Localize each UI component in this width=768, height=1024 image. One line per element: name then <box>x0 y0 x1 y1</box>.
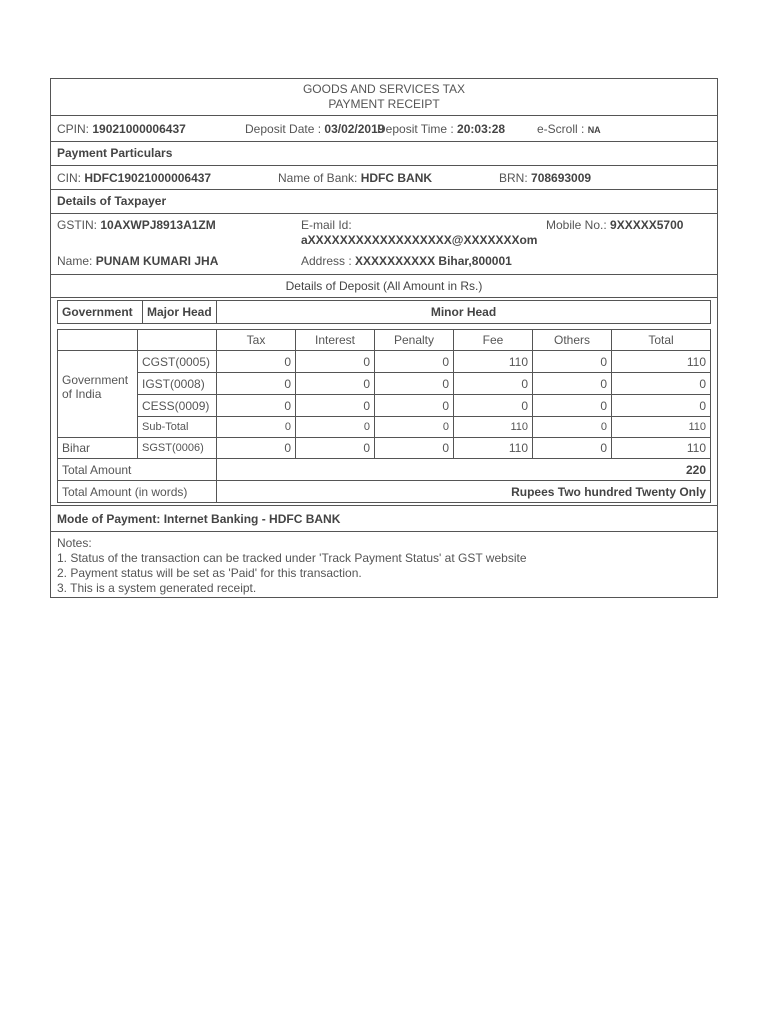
table-row <box>58 395 711 417</box>
cess-fee: 0 <box>454 395 533 417</box>
cpin-label: CPIN: <box>57 122 90 136</box>
cess-tax: 0 <box>217 395 296 417</box>
igst-penalty: 0 <box>375 373 454 395</box>
cess-total: 0 <box>612 395 711 417</box>
note-item: 3. This is a system generated receipt. <box>57 581 257 595</box>
col-major-head: Major Head <box>143 301 217 324</box>
brn-value: 708693009 <box>531 171 592 185</box>
amount-subheader-row <box>58 330 711 351</box>
mode-label: Mode of Payment: <box>57 512 161 526</box>
address-value: XXXXXXXXXX Bihar,800001 <box>355 254 512 268</box>
brn-label: BRN: <box>499 171 528 185</box>
col-penalty: Penalty <box>375 330 454 351</box>
header-line-2: PAYMENT RECEIPT <box>328 97 440 111</box>
government-of-india-label: Government of India <box>58 351 138 438</box>
taxpayer-heading: Details of Taxpayer <box>57 194 167 208</box>
state-label: Bihar <box>58 438 138 459</box>
total-amount-label: Total Amount <box>58 459 217 481</box>
note-item: 2. Payment status will be set as 'Paid' for this transaction. <box>57 566 362 580</box>
gstin-value: 10AXWPJ8913A1ZM <box>100 218 216 232</box>
email-value: aXXXXXXXXXXXXXXXXXX@XXXXXXXom <box>301 233 538 247</box>
col-total: Total <box>612 330 711 351</box>
note-item: 1. Status of the transaction can be tracked under 'Track Payment Status' at GST website <box>57 551 527 565</box>
sgst-penalty: 0 <box>375 438 454 459</box>
deposit-time-value: 20:03:28 <box>457 122 506 136</box>
igst-total: 0 <box>612 373 711 395</box>
cin-row <box>51 166 717 190</box>
bank-label: Name of Bank: <box>278 171 358 185</box>
col-others: Others <box>533 330 612 351</box>
bank-value: HDFC BANK <box>360 171 433 185</box>
subtotal-penalty: 0 <box>375 417 454 438</box>
name-value: PUNAM KUMARI JHA <box>95 254 219 268</box>
deposit-date-value: 03/02/2019 <box>324 122 385 136</box>
row-head: SGST(0006) <box>138 438 217 459</box>
deposit-heading-row <box>51 275 717 298</box>
email-label: E-mail Id: <box>301 218 352 232</box>
col-fee: Fee <box>454 330 533 351</box>
deposit-head-table <box>57 300 711 324</box>
name-label: Name: <box>57 254 93 268</box>
igst-fee: 0 <box>454 373 533 395</box>
cin-label: CIN: <box>57 171 81 185</box>
deposit-date-label: Deposit Date : <box>245 122 322 136</box>
subtotal-interest: 0 <box>296 417 375 438</box>
address-label: Address : <box>301 254 352 268</box>
total-amount-row <box>58 459 711 481</box>
table-row <box>58 351 711 373</box>
deposit-time-label: Deposit Time : <box>377 122 454 136</box>
escroll-label: e-Scroll : <box>537 122 585 136</box>
sgst-tax: 0 <box>217 438 296 459</box>
col-tax: Tax <box>217 330 296 351</box>
mobile-label: Mobile No.: <box>546 218 607 232</box>
cpin-value: 19021000006437 <box>92 122 186 136</box>
igst-tax: 0 <box>217 373 296 395</box>
cgst-interest: 0 <box>296 351 375 373</box>
total-words-label: Total Amount (in words) <box>58 481 217 503</box>
taxpayer-details <box>51 214 717 275</box>
mobile-value: 9XXXXX5700 <box>610 218 684 232</box>
total-words-row <box>58 481 711 503</box>
col-government: Government <box>58 301 143 324</box>
cgst-fee: 110 <box>454 351 533 373</box>
table-row <box>58 417 711 438</box>
table-row <box>58 373 711 395</box>
cin-value: HDFC19021000006437 <box>84 171 212 185</box>
table-row <box>58 438 711 459</box>
payment-particulars-heading: Payment Particulars <box>57 146 173 160</box>
deposit-amounts-table <box>57 329 711 503</box>
payment-receipt <box>50 78 718 598</box>
gstin-label: GSTIN: <box>57 218 98 232</box>
subtotal-tax: 0 <box>217 417 296 438</box>
row-head: CESS(0009) <box>138 395 217 417</box>
subtotal-fee: 110 <box>454 417 533 438</box>
sgst-total: 110 <box>612 438 711 459</box>
sgst-interest: 0 <box>296 438 375 459</box>
mode-of-payment-row <box>51 505 717 532</box>
cess-interest: 0 <box>296 395 375 417</box>
cess-penalty: 0 <box>375 395 454 417</box>
total-amount-value: 220 <box>217 459 711 481</box>
total-words-value: Rupees Two hundred Twenty Only <box>217 481 711 503</box>
deposit-heading: Details of Deposit (All Amount in Rs.) <box>285 279 483 293</box>
subtotal-total: 110 <box>612 417 711 438</box>
sgst-fee: 110 <box>454 438 533 459</box>
notes-heading: Notes: <box>57 536 92 550</box>
notes <box>57 536 527 596</box>
receipt-header <box>51 79 717 116</box>
col-minor-head: Minor Head <box>217 301 711 324</box>
subtotal-others: 0 <box>533 417 612 438</box>
cgst-penalty: 0 <box>375 351 454 373</box>
igst-interest: 0 <box>296 373 375 395</box>
cgst-total: 110 <box>612 351 711 373</box>
sgst-others: 0 <box>533 438 612 459</box>
header-line-1: GOODS AND SERVICES TAX <box>302 82 466 96</box>
row-head: Sub-Total <box>138 417 217 438</box>
row-head: CGST(0005) <box>138 351 217 373</box>
cpin-row <box>51 116 717 142</box>
mode-value: Internet Banking - HDFC BANK <box>163 512 341 526</box>
taxpayer-heading-row <box>51 190 717 214</box>
cgst-tax: 0 <box>217 351 296 373</box>
cess-others: 0 <box>533 395 612 417</box>
escroll-value: NA <box>587 125 601 135</box>
cgst-others: 0 <box>533 351 612 373</box>
igst-others: 0 <box>533 373 612 395</box>
payment-particulars-heading-row <box>51 142 717 166</box>
col-interest: Interest <box>296 330 375 351</box>
row-head: IGST(0008) <box>138 373 217 395</box>
